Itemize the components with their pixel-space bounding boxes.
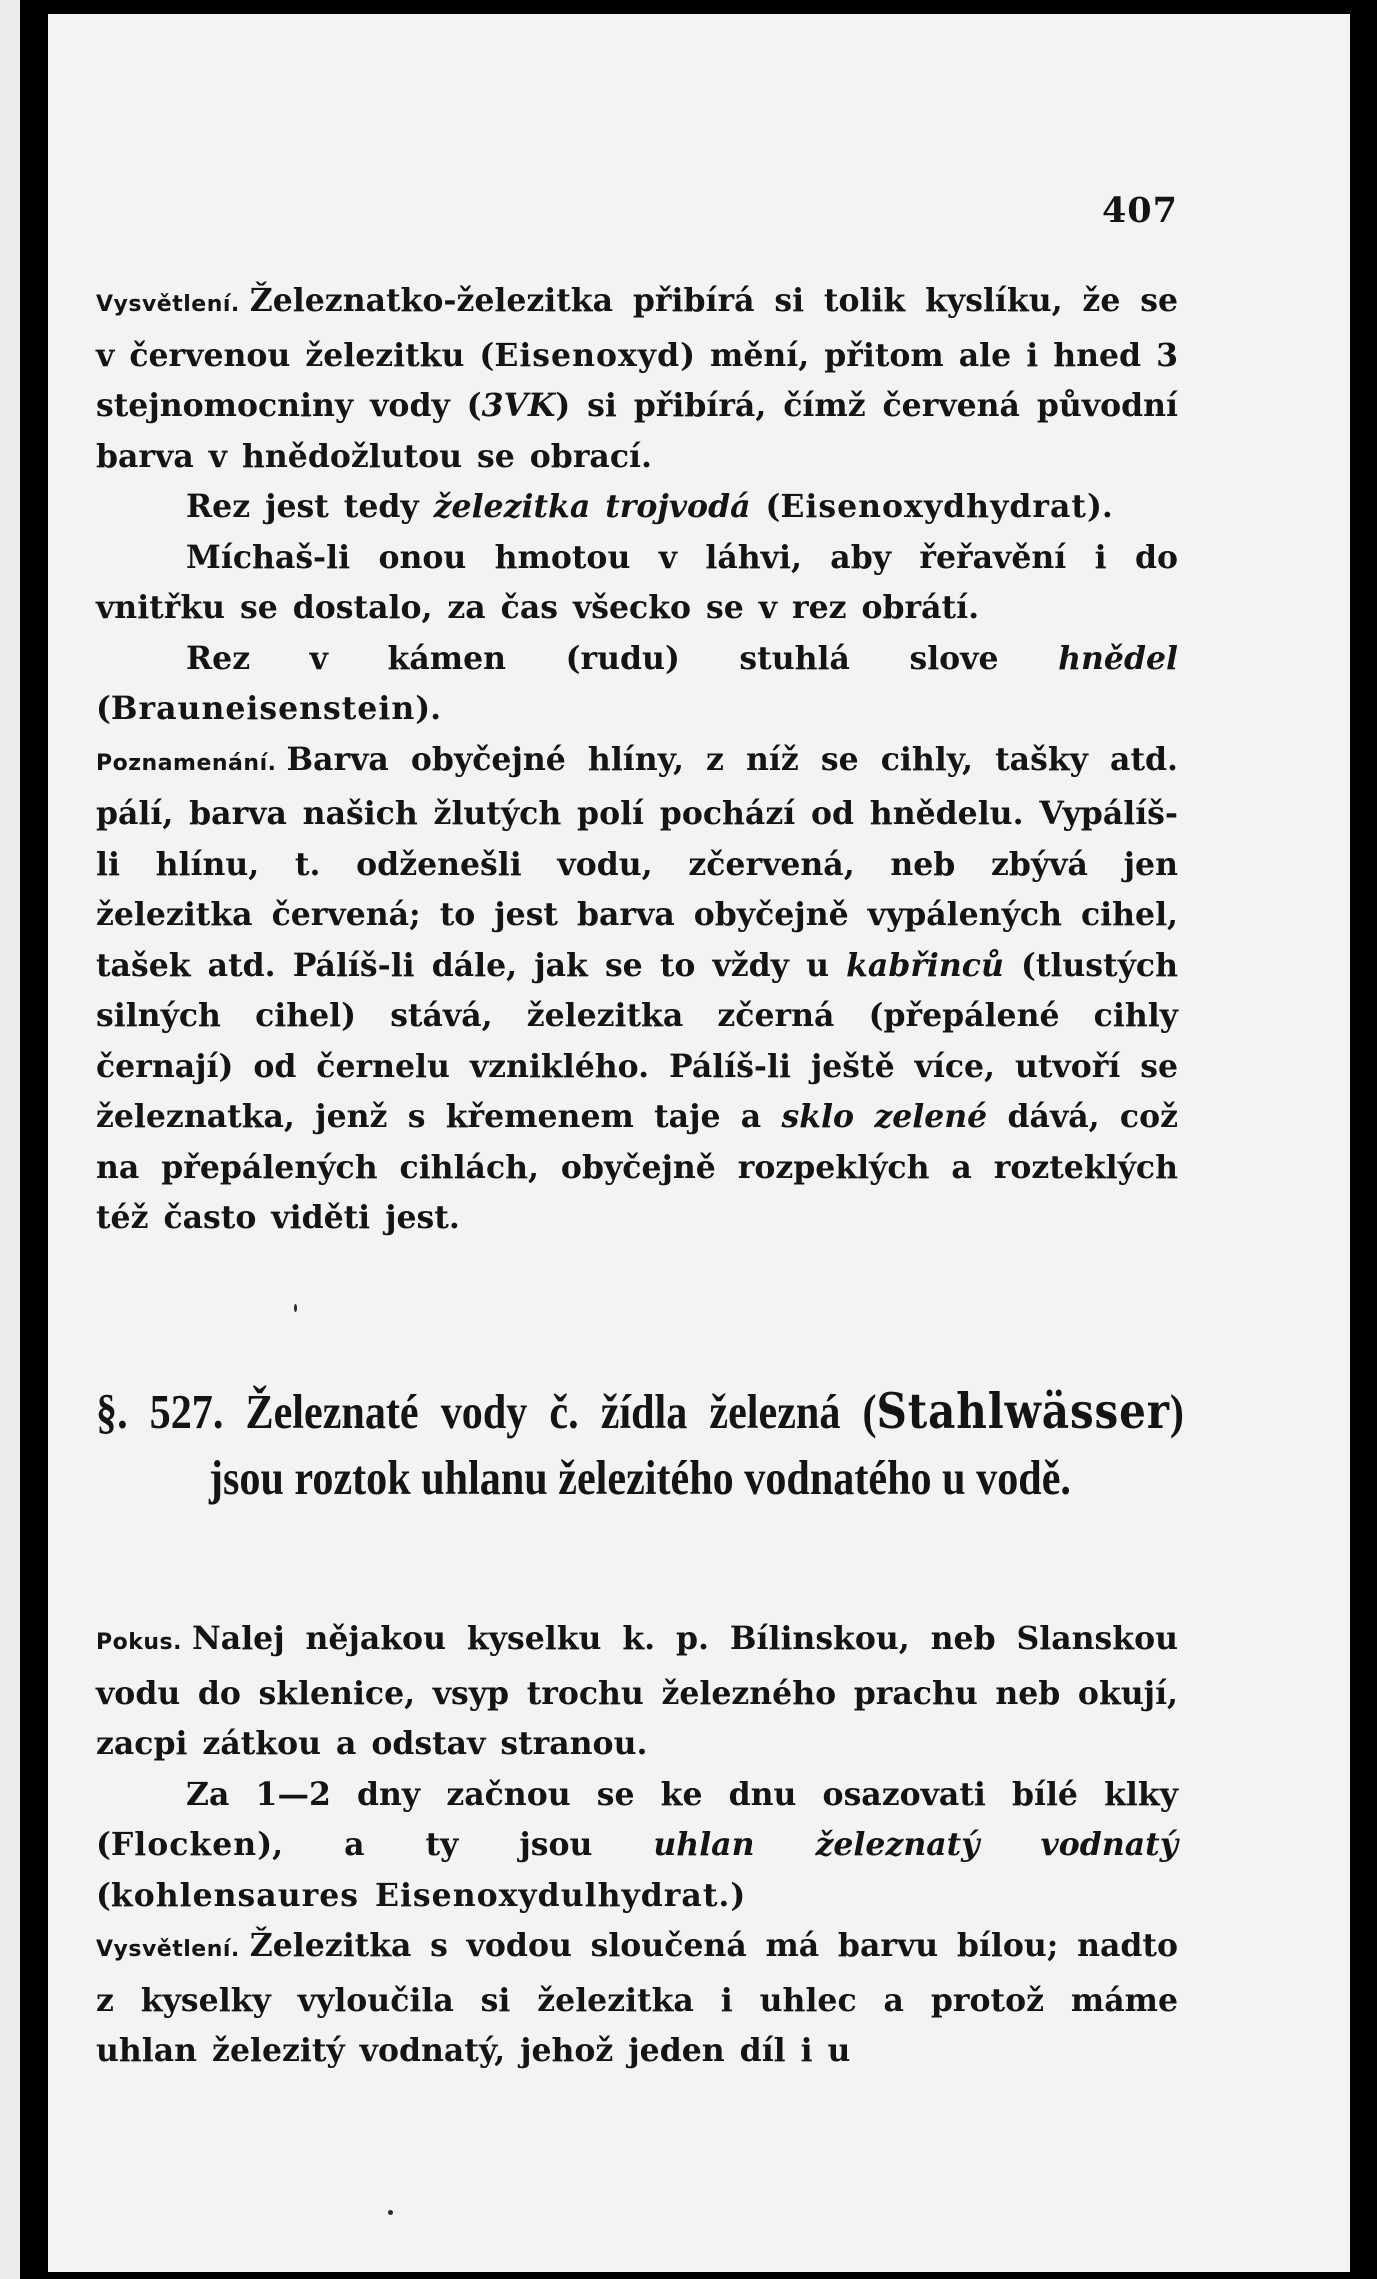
paragraph-flakes xyxy=(96,1770,1178,1922)
text-run: ( xyxy=(96,1876,111,1914)
text-run: dává, což na přepálených cihlách, obyčejně rozpeklých a rozteklých též často viděti jest. xyxy=(96,1098,1178,1236)
book-page xyxy=(48,14,1350,2272)
label-explanation: Vysvětlení. xyxy=(96,292,240,317)
text-run: Železnatko-železitka přibírá si tolik kyslíku, že se v červenou železitku ( xyxy=(96,282,1178,374)
text-run: ). xyxy=(415,690,442,727)
text-run: Barva obyčejné hlíny, z níž se cihly, tašky atd. pálí, barva našich žlutých polí pochází od hnědelu. Vypálíš-li hlínu, t. odženešli vodu, zčervená, neb zbývá jen železitka červená; to jest barva obyčejně vypálených cihel, tašek atd. Pálíš-li dále, jak se to vždy u xyxy=(96,740,1178,984)
text-run: Rez v kámen (rudu) stuhlá slove xyxy=(186,639,1059,677)
section-heading xyxy=(96,1378,1184,1511)
text-run: Rez jest tedy xyxy=(186,488,434,525)
text-run: ). xyxy=(1086,488,1113,525)
text-run: (tlustých silných cihel) stává, železitka zčerná (přepálené cihly černají) od černelu vzniklého. Pálíš-li ještě více, utvoří se železnatka, jenž s křemenem taje a xyxy=(96,946,1178,1135)
term-italic: železitka trojvodá xyxy=(433,488,751,525)
paragraph-note xyxy=(96,735,1178,1244)
text-run: Železitka s vodou sloučená má barvu bílou; nadto z kyselky vyloučila si železitka i uhlec a protož máme uhlan železitý vodnatý, jehož jeden díl i u xyxy=(96,1927,1178,2069)
german-term: Eisenoxyd xyxy=(494,336,681,374)
heading-text: §. 527. Železnaté vody č. žídla železná ( xyxy=(96,1384,877,1439)
text-run: ), a ty jsou xyxy=(257,1826,654,1863)
text-run: Nalej nějakou kyselku k. p. Bílinskou, neb Slanskou vodu do sklenice, vsyp trochu železného prachu neb okují, zacpi zátkou a odstav stranou. xyxy=(96,1620,1178,1762)
formula: 3VK xyxy=(481,387,556,424)
text-run: ) mění, přitom ale i hned 3 stejnomocniny vody ( xyxy=(96,336,1179,424)
text-run: Za 1—2 dny začnou se ke dnu osazovati bílé klky ( xyxy=(96,1775,1178,1863)
print-speck xyxy=(388,2210,393,2215)
label-note: Poznamenání. xyxy=(96,750,277,776)
term-italic: uhlan železnatý vodnatý xyxy=(653,1826,1178,1863)
adjacent-page-edge xyxy=(0,0,20,2279)
paragraph-mixing: Míchaš-li onou hmotou v láhvi, aby řeřavění i do vnitřku se dostalo, za čas všecko se v rez obrátí. xyxy=(96,538,1178,626)
term-italic: kabřinců xyxy=(846,946,1004,984)
text-run: ( xyxy=(750,488,781,525)
paragraph-explanation xyxy=(96,276,1178,482)
german-term: Flocken xyxy=(110,1826,258,1863)
heading-text: ) jsou roztok uhlanu železitého vodnatého u vodě. xyxy=(208,1384,1184,1505)
term-italic: sklo zelené xyxy=(781,1098,988,1135)
paragraph-explanation-2 xyxy=(96,1921,1178,2077)
text-block-lower xyxy=(96,1614,1178,2077)
term-italic: hnědel xyxy=(1058,639,1178,677)
text-run: ) xyxy=(730,1876,746,1914)
text-block-upper xyxy=(96,276,1178,1244)
paragraph-limonite xyxy=(96,634,1178,735)
page-number: 407 xyxy=(1101,190,1178,231)
text-run: ) si přibírá, čímž červená původní barva v hnědožlutou se obrací. xyxy=(96,387,1178,475)
german-term: Stahlwässer xyxy=(876,1382,1170,1440)
german-term: Brauneisenstein xyxy=(110,690,416,727)
german-term: Eisenoxydhydrat xyxy=(780,488,1087,525)
paragraph-rust xyxy=(96,482,1178,533)
print-speck xyxy=(294,1304,297,1312)
label-explanation: Vysvětlení. xyxy=(96,1937,240,1962)
label-experiment: Pokus. xyxy=(96,1630,182,1655)
text-run: ( xyxy=(96,690,111,727)
paragraph-experiment xyxy=(96,1614,1178,1770)
german-term: kohlensaures Eisenoxydulhydrat. xyxy=(110,1876,731,1914)
